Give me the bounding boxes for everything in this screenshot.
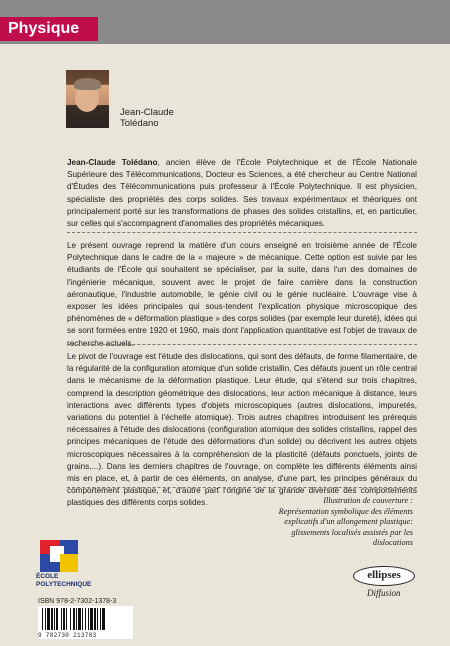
isbn-text: ISBN 978-2-7302-1378-3 <box>38 598 117 605</box>
author-bio-text: , ancien élève de l'École Polytechnique et de l'École Nationale Supérieure des Télécommunications, Docteur es Sciences, a été chercheur au Centre National d'Études des Télécommunications puis professeur à l'École Polytechnique. Il est physicien, spécialiste des propriétés des corps solides. Ses travaux expérimentaux et théoriques ont principalement porté sur les transformations de phases des solides cristallins, et, en particulier, sur celles qui s'accompagnent d'anomalies des propriétés mécaniques. <box>67 158 417 229</box>
author-bio-name: Jean-Claude Tolédano <box>67 158 158 167</box>
category-label: Physique <box>0 17 98 41</box>
divider-middle <box>67 344 417 345</box>
barcode-bars <box>38 606 133 632</box>
school-emblem <box>40 540 78 572</box>
school-logo-line1: ÉCOLE <box>36 573 59 580</box>
description-paragraph-2: Le pivot de l'ouvrage est l'étude des dislocations, qui sont des défauts, de forme filamentaire, de la régularité de la configuration atomique d'un solide cristallin. Ces défauts jouent un rôle central dans le mécanisme de la déformation plastique. Leur étude, qui s'étend sur trois chapitres, comprend la description géométrique des dislocations, leur action mécanique à distance, leurs interactions avec différents types d'objets microscopiques (autres dislocations, impuretés, variations du potentiel à l'échelle atomique). Trois autres chapitres introduisent les prérequis nécessaires à l'étude des dislocations (configuration atomique des solides cristallins, rappel des principes mécaniques de l'étude des déformations d'un solide) ou décrivent les autres objets microscopiques nécessaires à la compréhension de la plasticité (défauts ponctuels, joints de grains,...). Dans les derniers chapitres de l'ouvrage, on complète les différents éléments ainsi mis en place, et, à partir de ces éléments, on analyse, d'une part, les principes généraux du comportement plastique, et, d'autre part l'origine de la grande diversité des comportements plastiques des différents corps solides. <box>67 352 417 508</box>
school-logo-line2: POLYTECHNIQUE <box>36 580 92 588</box>
cover-illustration-text: Représentation symbolique des éléments explicatifs d'un allongement plastique: glissements localisés assistés par les dislocations <box>278 506 413 547</box>
ecole-polytechnique-logo <box>36 540 92 593</box>
description-paragraph-1: Le présent ouvrage reprend la matière d'un cours enseigné en troisième année de l'École Polytechnique dans le cadre de la « majeure » de mécanique. Cette option est suivie par les étudiants de l'École qui souhaitent se spécialiser, par la suite, dans l'un des domaines de l'ingénierie mécanique, souvent avec le projet de faire carrière dans la construction aéronautique, l'industrie automobile, le génie civil ou le génie nucléaire. L'ouvrage vise à exposer les idées principales qui sous-tendent l'explication physique microscopique des phénomènes de « déformation plastique » des corps solides (par exemple leur dureté), idées qui se sont formées entre 1920 et 1960, mais dont l'application quantitative est l'objet de travaux de recherche actuels. <box>67 241 417 348</box>
publisher-logo: ellipses <box>353 566 415 586</box>
cover-illustration-title: Illustration de couverture : <box>323 496 413 505</box>
school-logo-text <box>36 573 96 588</box>
author-photo <box>66 70 109 128</box>
cover-illustration-caption <box>250 496 413 549</box>
author-name-first: Jean-Claude <box>120 107 174 118</box>
author-bio <box>67 157 417 230</box>
author-name-last: Tolédano <box>120 118 159 129</box>
author-hair <box>74 78 101 90</box>
divider-bottom <box>67 487 417 488</box>
author-name <box>120 107 240 129</box>
barcode-digits: 9 782730 213783 <box>38 632 133 639</box>
distribution-label: Diffusion <box>367 588 401 598</box>
divider-top <box>67 232 417 233</box>
